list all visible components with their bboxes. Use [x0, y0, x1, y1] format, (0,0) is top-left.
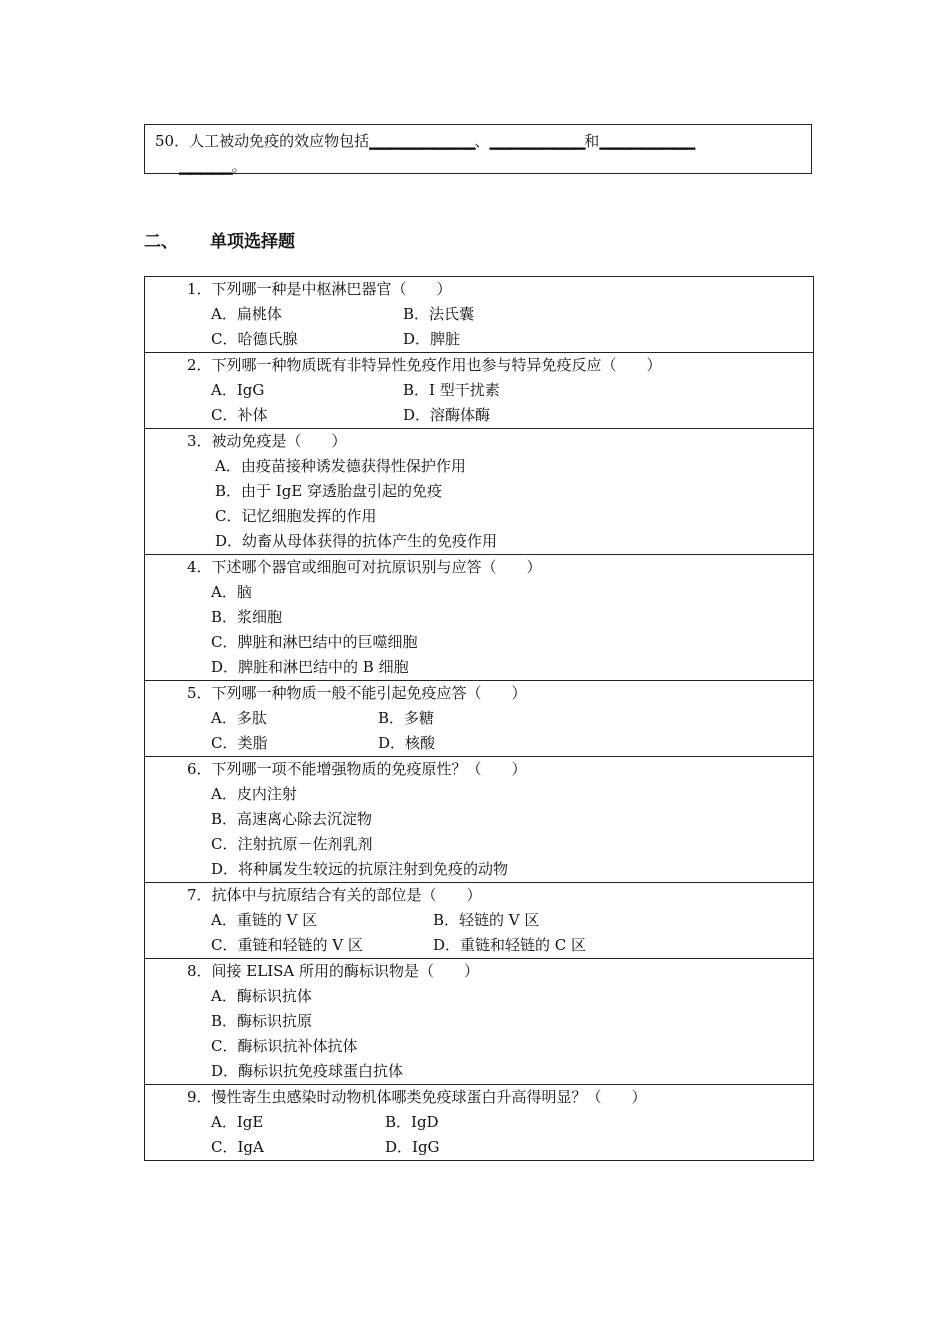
question-stem: 4．下述哪个器官或细胞可对抗原识别与应答（ ）: [187, 558, 542, 576]
questions-table: [144, 276, 814, 1161]
option-a: A．脑: [211, 583, 252, 601]
section-heading: [144, 227, 295, 252]
question-3: [145, 429, 813, 555]
sentence-end: 。: [231, 157, 247, 175]
question-8: [145, 959, 813, 1085]
option-a: A．皮内注射: [211, 785, 297, 803]
option-d: D．脾脏: [403, 330, 461, 348]
option-b: B．高速离心除去沉淀物: [211, 810, 373, 828]
option-a: A．IgG: [211, 381, 265, 399]
option-d: D．溶酶体酶: [403, 406, 491, 424]
question-50-box: [144, 124, 812, 174]
question-9: [145, 1085, 813, 1160]
option-b: B．轻链的 V 区: [433, 911, 540, 929]
question-1: [145, 277, 813, 353]
option-d: D．核酸: [378, 734, 436, 752]
option-c: C．酶标识抗补体抗体: [211, 1037, 358, 1055]
question-50-text: 50．人工被动免疫的效应物包括: [155, 132, 370, 150]
question-6: [145, 757, 813, 883]
option-d: D．脾脏和淋巴结中的 B 细胞: [211, 658, 409, 676]
answer-blank-1: ▁▁▁▁▁▁▁▁▁▁: [369, 132, 475, 150]
separator: 和: [584, 132, 600, 150]
question-stem: 3．被动免疫是（ ）: [187, 432, 347, 450]
section-number: 二、: [144, 232, 178, 252]
option-c: C．补体: [211, 406, 268, 424]
option-b: B．I 型干扰素: [403, 381, 500, 399]
option-c: C．记忆细胞发挥的作用: [215, 507, 377, 525]
option-a: A．酶标识抗体: [211, 987, 312, 1005]
question-stem: 1．下列哪一种是中枢淋巴器官（ ）: [187, 280, 452, 298]
question-stem: 5．下列哪一种物质一般不能引起免疫应答（ ）: [187, 684, 527, 702]
option-c: C．注射抗原－佐剂乳剂: [211, 835, 373, 853]
option-a: A．重链的 V 区: [211, 911, 318, 929]
option-c: C．哈德氏腺: [211, 330, 298, 348]
question-5: [145, 681, 813, 757]
option-b: B．浆细胞: [211, 608, 283, 626]
separator: 、: [474, 132, 490, 150]
question-50-line-1: [155, 129, 803, 154]
option-a: A．多肽: [211, 709, 267, 727]
question-4: [145, 555, 813, 681]
option-b: B．IgD: [385, 1113, 439, 1131]
answer-blank-3-continued: ▁▁▁▁▁: [179, 157, 232, 175]
option-d: D．将种属发生较远的抗原注射到免疫的动物: [211, 860, 509, 878]
option-d: D．酶标识抗免疫球蛋白抗体: [211, 1062, 404, 1080]
option-c: C．类脂: [211, 734, 268, 752]
option-c: C．脾脏和淋巴结中的巨噬细胞: [211, 633, 418, 651]
option-c: C．IgA: [211, 1138, 264, 1156]
question-2: [145, 353, 813, 429]
option-b: B．多糖: [378, 709, 435, 727]
option-b: B．酶标识抗原: [211, 1012, 313, 1030]
option-d: D．IgG: [385, 1138, 440, 1156]
option-d: D．幼畜从母体获得的抗体产生的免疫作用: [215, 532, 498, 550]
question-stem: 8．间接 ELISA 所用的酶标识物是（ ）: [187, 962, 480, 980]
question-stem: 2．下列哪一种物质既有非特异性免疫作用也参与特异免疫反应（ ）: [187, 356, 662, 374]
option-b: B．由于 IgE 穿透胎盘引起的免疫: [215, 482, 443, 500]
question-7: [145, 883, 813, 959]
question-stem: 7．抗体中与抗原结合有关的部位是（ ）: [187, 886, 482, 904]
question-stem: 9．慢性寄生虫感染时动物机体哪类免疫球蛋白升高得明显？（ ）: [187, 1088, 647, 1106]
option-b: B．法氏囊: [403, 305, 475, 323]
option-a: A．由疫苗接种诱发德获得性保护作用: [215, 457, 466, 475]
option-c: C．重链和轻链的 V 区: [211, 936, 363, 954]
answer-blank-3: ▁▁▁▁▁▁▁▁▁: [599, 132, 695, 150]
option-a: A．扁桃体: [211, 305, 282, 323]
question-50-line-2: [155, 154, 803, 179]
question-stem: 6．下列哪一项不能增强物质的免疫原性？（ ）: [187, 760, 527, 778]
answer-blank-2: ▁▁▁▁▁▁▁▁▁: [489, 132, 585, 150]
option-d: D．重链和轻链的 C 区: [433, 936, 587, 954]
section-title: 单项选择题: [210, 232, 295, 252]
option-a: A．IgE: [211, 1113, 264, 1131]
